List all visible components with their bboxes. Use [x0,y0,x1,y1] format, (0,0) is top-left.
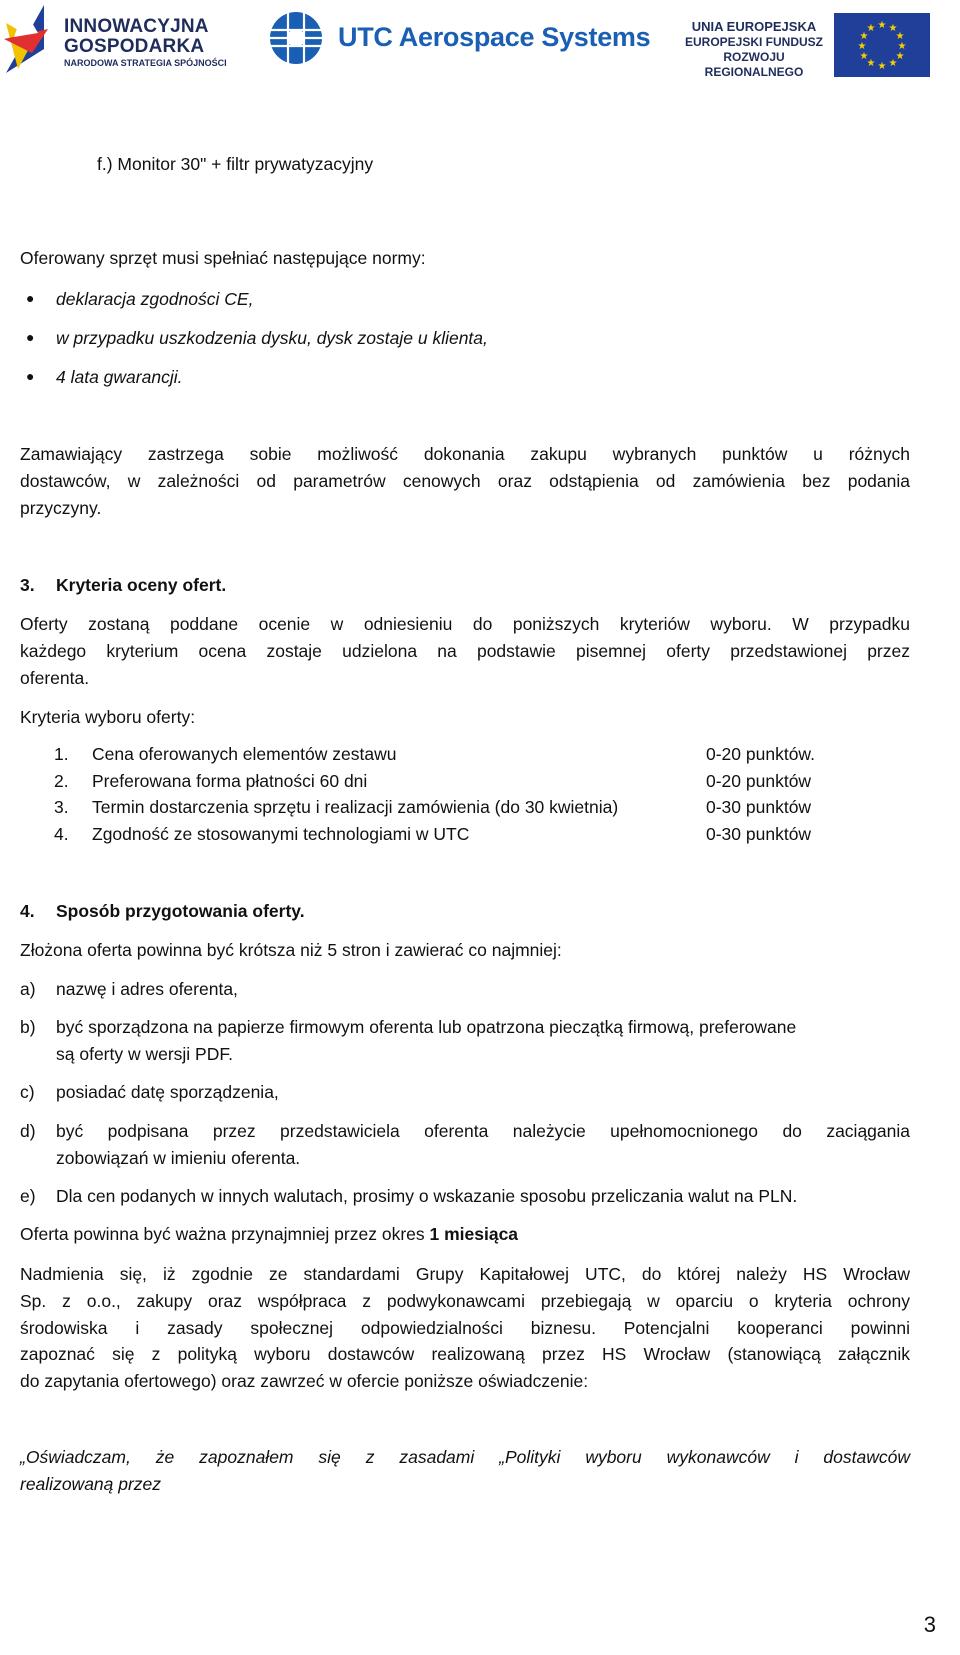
offer-item-letter: e) [20,1186,36,1206]
norms-intro: Oferowany sprzęt musi spełniać następujące normy: [20,248,426,268]
offer-validity [20,1223,518,1245]
declaration-line: realizowaną przez [20,1474,162,1494]
section3-para-line: Oferty zostaną poddane ocenie w odniesieniu do poniższych kryteriów wyboru. W przypadku [20,614,910,634]
logo-ig-line3: NARODOWA STRATEGIA SPÓJNOŚCI [64,58,227,68]
notice-line: do zapytania ofertowego) oraz zawrzeć w ofercie poniższe oświadczenie: [20,1371,589,1391]
svg-text:★: ★ [897,41,907,52]
svg-text:★: ★ [877,61,887,72]
criteria-points: 0-20 punktów [706,771,812,791]
item-title: f.) Monitor 30" + filtr prywatyzacyjny [97,154,374,174]
criteria-text: Preferowana forma płatności 60 dni [92,771,368,791]
bullet-icon: ● [26,368,35,384]
notice-line: środowiska i zasady społecznej odpowiedzialności biznesu. Potencjalni kooperanci powinni [20,1318,910,1338]
section4-title: Sposób przygotowania oferty. [56,901,305,921]
svg-text:★: ★ [866,23,876,34]
svg-text:★: ★ [859,51,869,62]
svg-text:★: ★ [895,51,905,62]
section4-intro: Złożona oferta powinna być krótsza niż 5 stron i zawierać co najmniej: [20,940,562,960]
section3-para-line: każdego kryterium ocena zostaje udzielona na podstawie pisemnej oferty przedstawionej przez [20,641,910,661]
validity-prefix: Oferta powinna być ważna przynajmniej przez okres [20,1224,430,1244]
criteria-points: 0-20 punktów. [706,744,815,764]
criteria-points: 0-30 punktów [706,824,812,844]
norm-item: deklaracja zgodności CE, [56,289,254,309]
criteria-number: 2. [54,771,69,791]
svg-text:★: ★ [857,41,867,52]
eu-fund-logo [674,10,934,79]
norm-item: w przypadku uszkodzenia dysku, dysk zostaje u klienta, [56,328,488,348]
svg-text:★: ★ [877,20,887,31]
bullet-icon: ● [26,290,35,306]
norm-item: 4 lata gwarancji. [56,367,183,387]
section4-number: 4. [20,901,35,921]
notice-line: Nadmienia się, iż zgodnie ze standardami Grupy Kapitałowej UTC, do której należy HS Wrocław [20,1264,910,1284]
criteria-text: Zgodność ze stosowanymi technologiami w UTC [92,824,470,844]
offer-item-text: być podpisana przez przedstawiciela oferenta należycie upełnomocnionego do zaciągania [56,1121,910,1141]
offer-item-letter: d) [20,1121,36,1141]
section3-para-line: oferenta. [20,668,90,688]
utc-logo-text: UTC Aerospace Systems [338,22,651,52]
page-number: 3 [923,1612,936,1637]
criteria-points: 0-30 punktów [706,797,812,817]
svg-text:★: ★ [859,31,869,42]
reservation-line: dostawców, w zależności od parametrów cenowych oraz odstąpienia od zamówienia bez podania [20,471,910,491]
eu-logo-line1: UNIA EUROPEJSKA [691,19,817,34]
eu-logo-line3: ROZWOJU REGIONALNEGO [704,50,804,79]
criteria-number: 3. [54,797,69,817]
offer-item-text: posiadać datę sporządzenia, [56,1082,279,1102]
criteria-number: 4. [54,824,69,844]
svg-text:★: ★ [895,31,905,42]
notice-line: zapoznać się z polityką wyboru dostawców realizowaną przez HS Wrocław (stanowiącą załącznik [20,1344,910,1364]
logo-ig-line1: INNOWACYJNA [64,16,209,37]
criteria-number: 1. [54,744,69,764]
offer-item-text: są oferty w wersji PDF. [56,1044,233,1064]
section3-title: Kryteria oceny ofert. [56,575,227,595]
offer-item-letter: b) [20,1017,36,1037]
offer-item-text: być sporządzona na papierze firmowym oferenta lub opatrzona pieczątką firmową, preferowane [56,1017,797,1037]
svg-text:★: ★ [866,58,876,69]
offer-item-text: zobowiązań w imieniu oferenta. [56,1148,301,1168]
section3-number: 3. [20,575,35,595]
bullet-icon: ● [26,329,35,345]
innowacyjna-gospodarka-logo [4,3,244,75]
utc-globe-icon [268,10,324,66]
criteria-label: Kryteria wyboru oferty: [20,707,196,727]
eu-flag-icon [834,13,930,77]
notice-line: Sp. z o.o., zakupy oraz współpraca z podwykonawcami przebiegają w oparciu o kryteria ochrony [20,1291,910,1311]
offer-item-text: nazwę i adres oferenta, [56,979,238,999]
declaration-line: „Oświadczam, że zapoznałem się z zasadami „Polityki wyboru wykonawców i dostawców [20,1447,910,1467]
offer-item-letter: c) [20,1082,35,1102]
logo-ig-line2: GOSPODARKA [64,36,205,57]
utc-aerospace-logo [282,10,662,66]
reservation-line: przyczyny. [20,498,102,518]
criteria-text: Cena oferowanych elementów zestawu [92,744,397,764]
offer-item-text: Dla cen podanych w innych walutach, prosimy o wskazanie sposobu przeliczania walut na PLN. [56,1186,798,1206]
offer-item-letter: a) [20,979,36,999]
validity-period: 1 miesiąca [429,1224,519,1244]
svg-text:★: ★ [888,58,898,69]
reservation-line: Zamawiający zastrzega sobie możliwość dokonania zakupu wybranych punktów u różnych [20,444,910,464]
star-emblem-icon [4,3,60,75]
eu-logo-line2: EUROPEJSKI FUNDUSZ [684,35,824,49]
svg-text:★: ★ [888,23,898,34]
criteria-text: Termin dostarczenia sprzętu i realizacji zamówienia (do 30 kwietnia) [92,797,619,817]
